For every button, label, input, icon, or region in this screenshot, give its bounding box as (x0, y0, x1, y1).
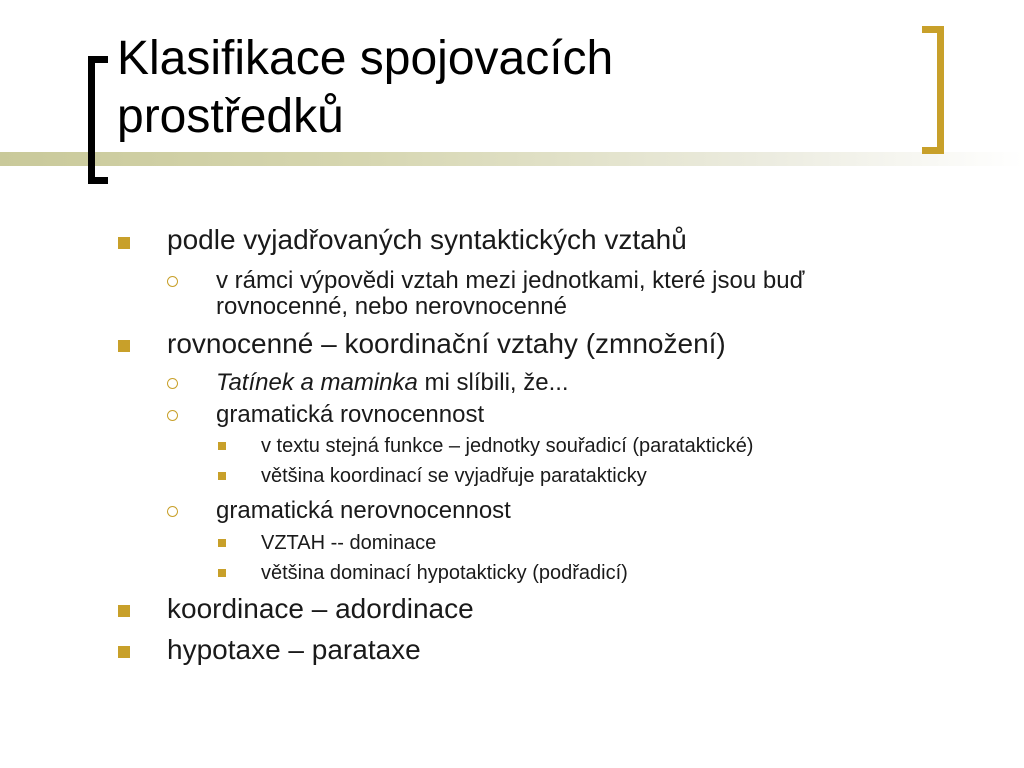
bullet-marker (167, 378, 178, 389)
bullet-marker (218, 472, 226, 480)
title-line-2: prostředků (117, 90, 344, 143)
bullet-text: VZTAH -- dominace (261, 532, 437, 554)
bullet-marker (167, 506, 178, 517)
bullet-marker (218, 539, 226, 547)
bullet-marker (118, 340, 130, 352)
bullet-text: gramatická rovnocennost (216, 401, 485, 428)
right-bracket-decor (922, 26, 944, 154)
bullet-text: většina dominací hypotakticky (podřadicí) (261, 562, 628, 584)
title-decor-band (0, 152, 1024, 166)
bullet-text: v textu stejná funkce – jednotky souřadicí (parataktické) (261, 435, 754, 457)
bullet-text: koordinace – adordinace (167, 593, 474, 624)
bullet-text: podle vyjadřovaných syntaktických vztahů (167, 224, 687, 255)
bullet-marker (218, 442, 226, 450)
bullet-text (216, 370, 936, 396)
bullet-text: hypotaxe – parataxe (167, 634, 421, 665)
bullet-marker (167, 276, 178, 287)
bullet-marker (218, 569, 226, 577)
bullet-text: většina koordinací se vyjadřuje paratakticky (261, 465, 647, 487)
bullet-marker (118, 237, 130, 249)
title-line-1: Klasifikace spojovacích (117, 32, 614, 85)
bullet-text: gramatická nerovnocennost (216, 497, 511, 524)
left-bracket-decor (88, 56, 108, 184)
bullet-marker (118, 605, 130, 617)
bullet-marker (167, 410, 178, 421)
bullet-text: rovnocenné – koordinační vztahy (zmnožení) (167, 328, 726, 359)
italic-phrase: Tatínek a maminka (216, 369, 418, 396)
slide-title (117, 30, 903, 146)
bullet-text: v rámci výpovědi vztah mezi jednotkami, které jsou buď rovnocenné, nebo nerovnocenné (216, 267, 805, 320)
bullet-text-rest: mi slíbili, že... (417, 369, 569, 396)
bullet-marker (118, 646, 130, 658)
